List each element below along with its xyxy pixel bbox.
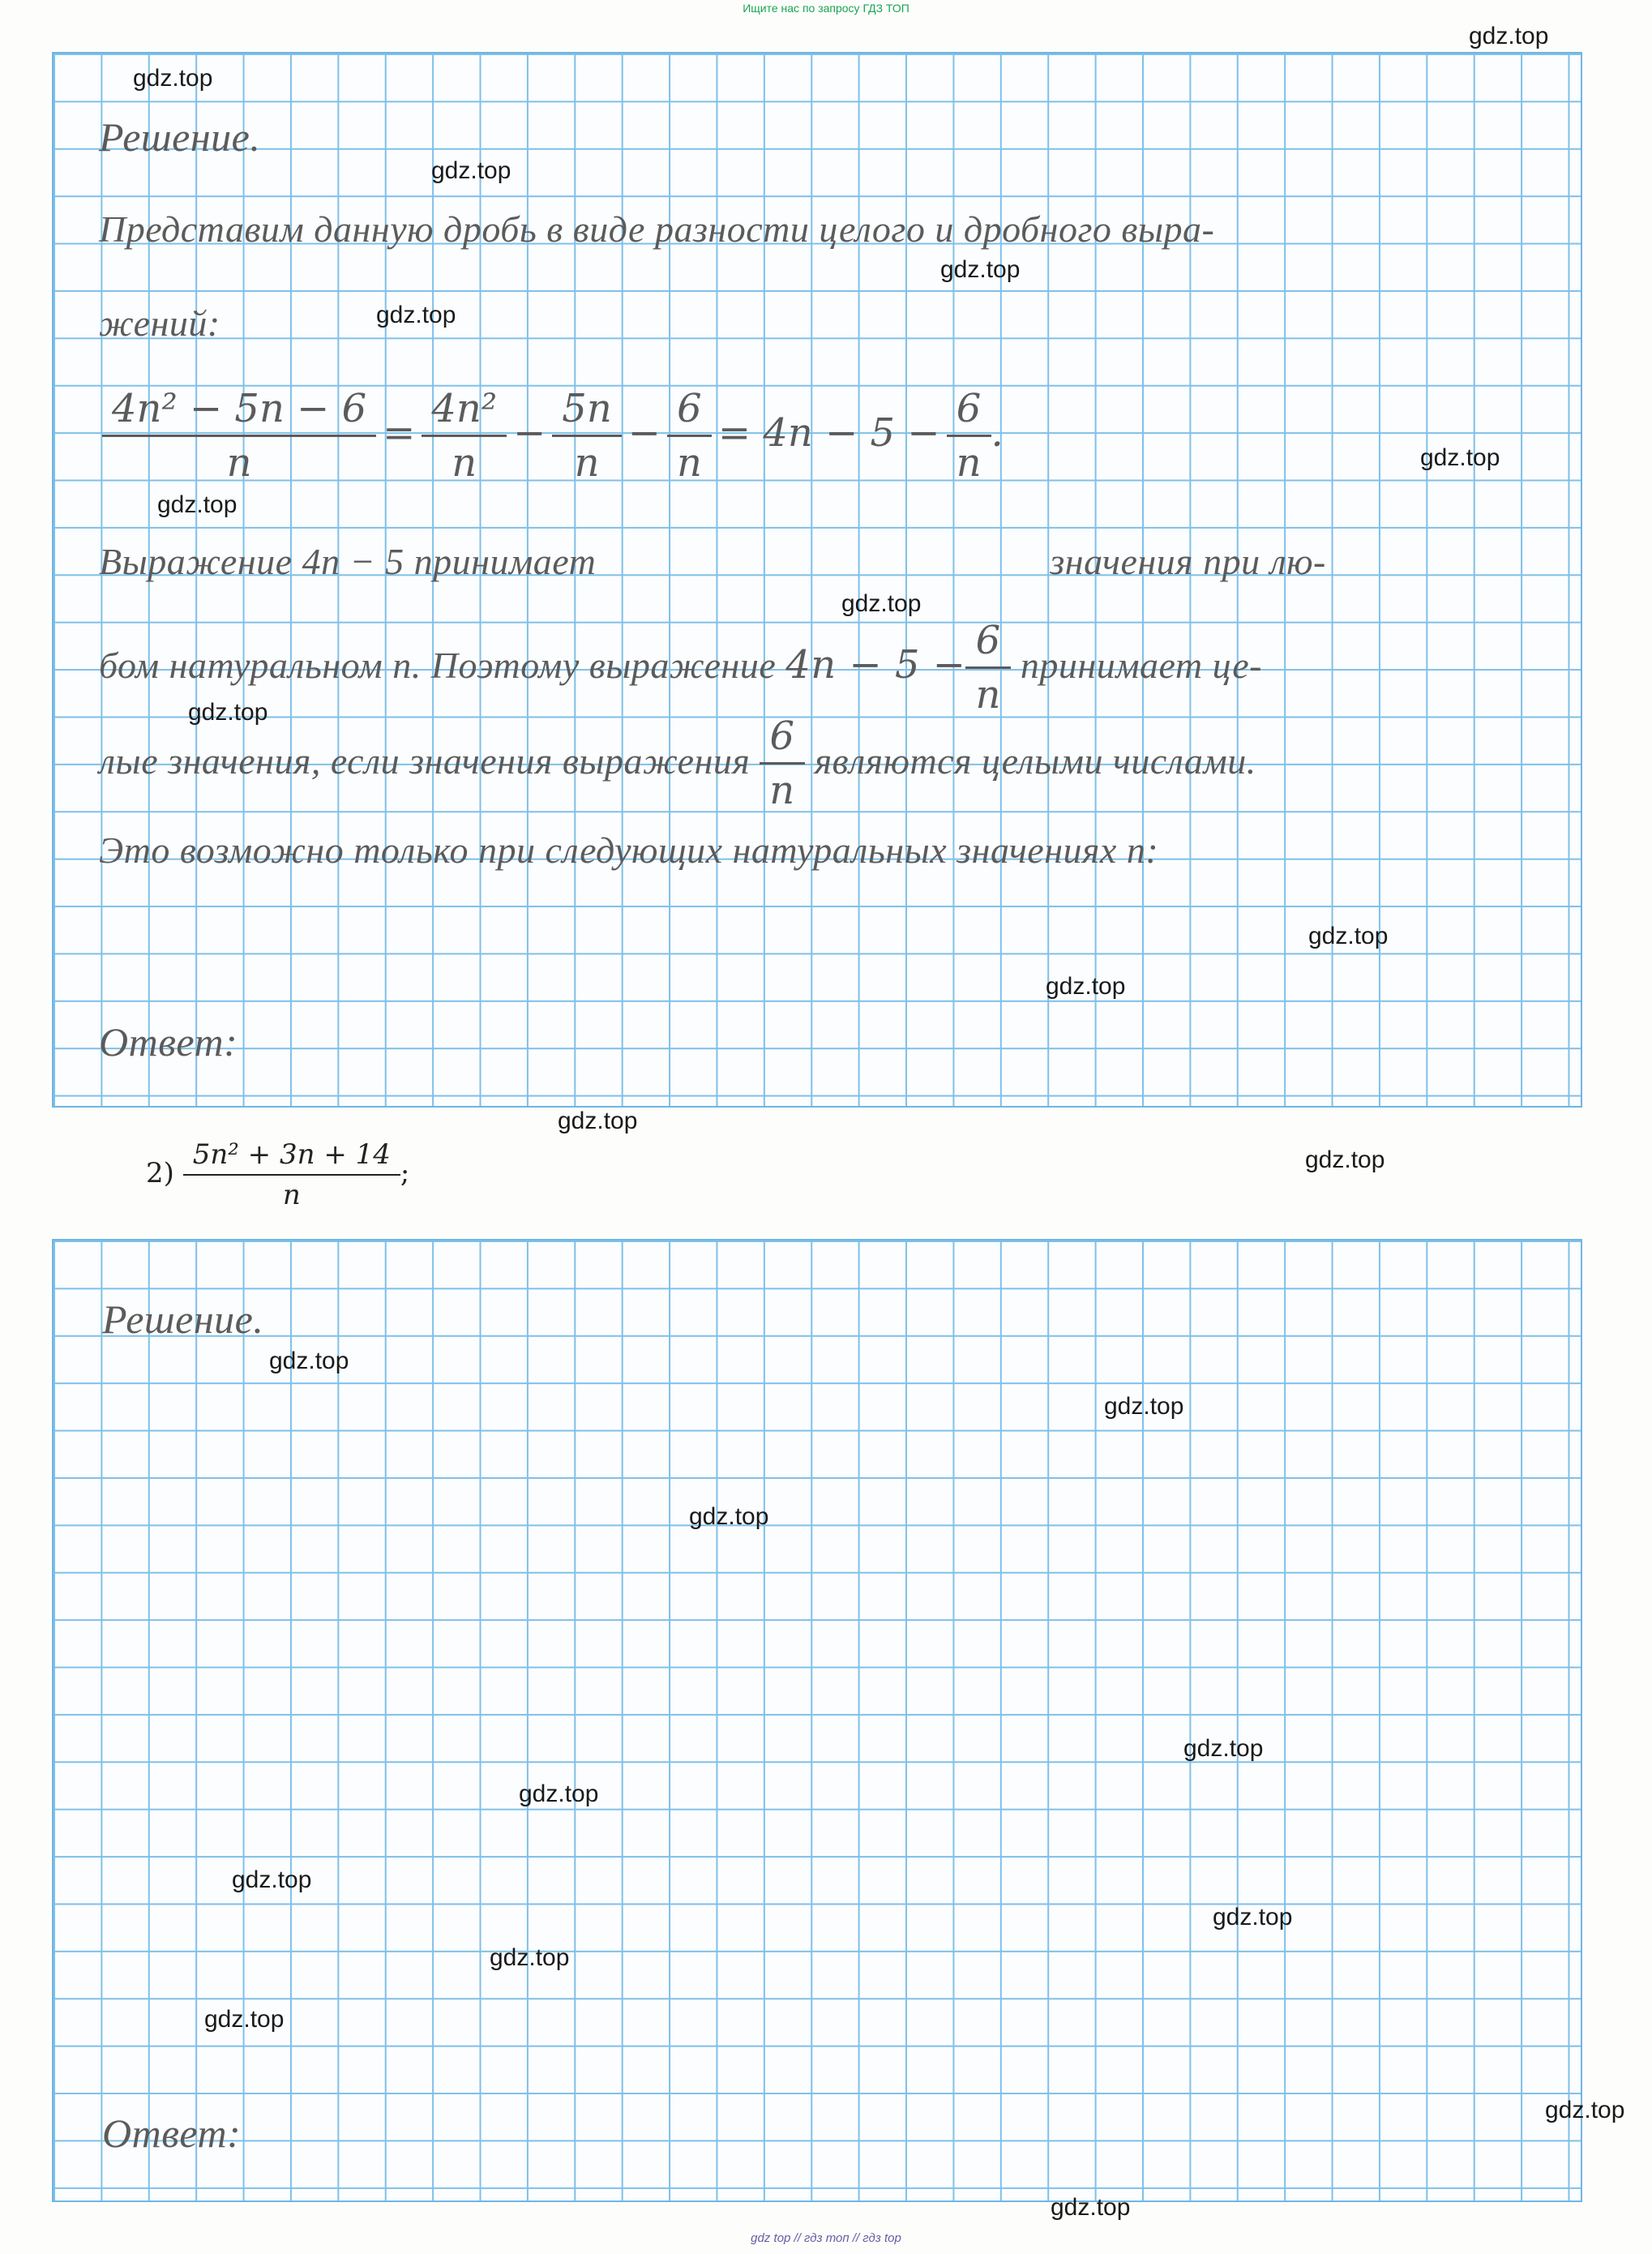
line5-denominator: n (760, 762, 804, 813)
watermark: gdz.top (376, 302, 456, 328)
solution-line-1: Представим данную дробь в виде разности целого и дробного выра- (99, 208, 1215, 250)
answer-label-1: Ответ: (99, 1019, 238, 1065)
line5-start: лые значения, если значения выражения (99, 740, 751, 782)
eq-minus-1: − (513, 410, 546, 456)
watermark: gdz.top (519, 1780, 599, 1807)
eq-term1-numerator: 4n² (431, 386, 498, 431)
top-banner: Ищите нас по запросу ГДЗ ТОП (743, 2, 909, 15)
eq-term3-denominator: n (667, 435, 712, 486)
watermark: gdz.top (269, 1348, 349, 1374)
eq-lhs-denominator: n (102, 435, 376, 486)
eq-term1-denominator: n (422, 435, 507, 486)
line5-numerator: 6 (769, 713, 795, 759)
bottom-banner: gdz top // гдз топ // гдз top (751, 2231, 901, 2245)
eq-term3-numerator: 6 (677, 386, 702, 431)
line4-end: принимает це- (1020, 645, 1262, 686)
line3-end: значения при лю- (1050, 541, 1326, 582)
watermark: gdz.top (1305, 1146, 1385, 1173)
eq-result: = 4n − 5 − (717, 410, 940, 456)
solution-heading-1: Решение. (99, 114, 261, 160)
watermark: gdz.top (1183, 1735, 1264, 1762)
solution-line-6: Это возможно только при следующих натуральных значениях n: (99, 829, 1159, 871)
task-2-numerator: 5n² + 3n + 14 (192, 1138, 391, 1171)
watermark: gdz.top (133, 65, 213, 92)
watermark: gdz.top (1545, 2097, 1625, 2123)
watermark: gdz.top (232, 1866, 312, 1893)
eq-term4-numerator: 6 (956, 386, 982, 431)
line4-expr-text: 4n − 5 − (785, 642, 966, 688)
eq-term4-denominator: n (947, 435, 991, 486)
eq-period: . (991, 410, 1004, 456)
watermark: gdz.top (490, 1944, 570, 1971)
watermark: gdz.top (204, 2006, 285, 2033)
watermark: gdz.top (188, 699, 268, 726)
watermark: gdz.top (157, 491, 238, 518)
watermark: gdz.top (558, 1108, 638, 1134)
task-2-label: 2) (146, 1157, 174, 1189)
line5-end: являются целыми числами. (814, 740, 1256, 782)
eq-equals: = (383, 410, 416, 456)
line4-numerator: 6 (975, 618, 1001, 663)
watermark: gdz.top (1308, 923, 1389, 949)
watermark: gdz.top (431, 157, 511, 184)
solution-heading-2: Решение. (102, 1296, 264, 1342)
watermark: gdz.top (1046, 973, 1126, 1000)
watermark: gdz.top (940, 256, 1021, 283)
watermark: gdz.top (1469, 23, 1549, 49)
line4-expression (785, 618, 1011, 718)
watermark: gdz.top (1213, 1904, 1293, 1930)
watermark: gdz.top (841, 590, 922, 617)
solution-line-3 (99, 540, 1326, 583)
solution-line-5 (99, 713, 1256, 813)
solution-line-4 (99, 618, 1262, 718)
eq-term2-numerator: 5n (562, 386, 612, 431)
watermark: gdz.top (1420, 444, 1500, 471)
solution-line-2: жений: (99, 302, 220, 344)
line4-denominator: n (965, 666, 1010, 718)
answer-label-2: Ответ: (102, 2110, 242, 2156)
eq-minus-2: − (627, 410, 661, 456)
eq-term2-denominator: n (552, 435, 621, 486)
task-2 (146, 1138, 409, 1211)
task-2-semicolon: ; (400, 1157, 410, 1189)
grid-sheet-2 (52, 1239, 1582, 2202)
watermark: gdz.top (689, 1503, 769, 1530)
eq-lhs-numerator: 4n² − 5n − 6 (112, 386, 367, 431)
line4-start: бом натуральном n. Поэтому выражение (99, 645, 777, 686)
equation-1 (102, 386, 1004, 486)
watermark: gdz.top (1104, 1393, 1184, 1420)
line3-start: Выражение 4n − 5 принимает (99, 541, 597, 582)
watermark: gdz.top (1051, 2194, 1131, 2221)
task-2-denominator: n (183, 1174, 400, 1211)
